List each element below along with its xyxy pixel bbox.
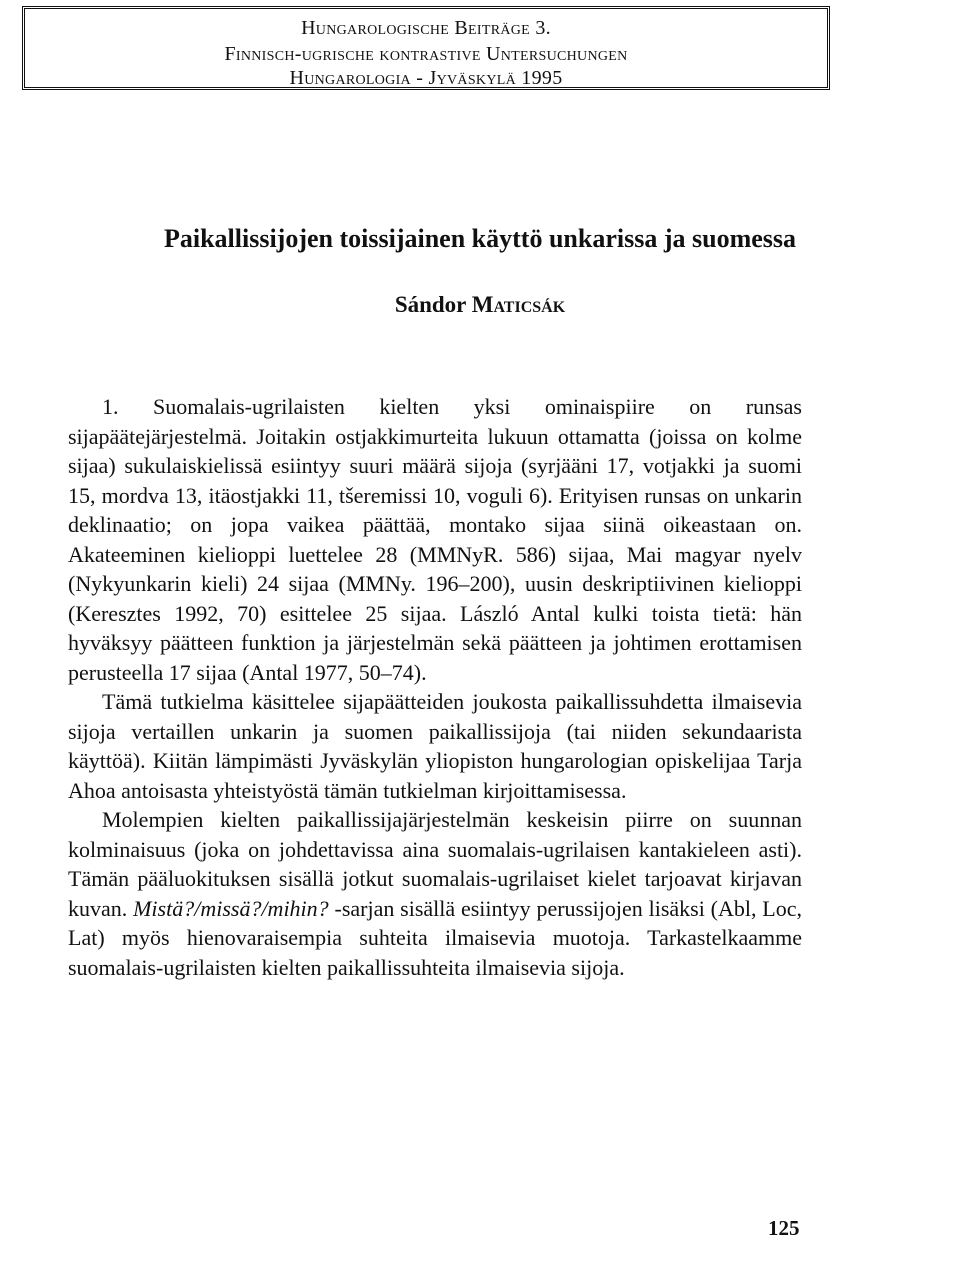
series-title: Hungarologische Beiträge 3.: [301, 17, 551, 39]
page-number: 125: [768, 1216, 800, 1240]
series-subtitle: Finnisch-ugrische kontrastive Untersuchungen: [224, 43, 628, 65]
paragraph-3-part-2: -sarjan sisällä esiintyy perussijojen lisäksi (Abl, Loc, Lat) myös hienovaraisempia suhteita ilmaisevia muotoja. Tarkastelkaamme suomalais-ugrilaisten kielten paikallissuhteita ilmaisevia sijoja.: [68, 895, 803, 980]
paragraph-2: Tämä tutkielma käsittelee sijapäätteiden joukosta paikallissuhdetta ilmaisevia sijoja vertaillen unkarin ja suomen paikallissijoja (tai niiden sekundaarista käyttöä). Kiitän lämpimästi Jyväskylän yliopiston hungarologian opiskelijaa Tarja Ahoa antoisasta yhteistyöstä tämän tutkielman kirjoittamisessa.: [68, 689, 802, 803]
paragraph-3: [68, 805, 802, 982]
paragraph-1: 1. Suomalais-ugrilaisten kielten yksi ominaispiire on runsas sijapäätejärjestelmä. Joitakin ostjakkimurteita lukuun ottamatta (joissa on kolme sijaa) sukulaiskielissä esiintyy suuri määrä sijoja (syrjääni 17, votjakki ja suomi 15, mordva 13, itäostjakki 11, tšeremissi 10, voguli 6). Erityisen runsas on unkarin deklinaatio; on jopa vaikea päättää, montako sijaa siinä oikeastaan on. Akateeminen kielioppi luettelee 28 (MMNyR. 586) sijaa, Mai magyar nyelv (Nykyunkarin kieli) 24 sijaa (MMNy. 196–200), uusin deskriptiivinen kielioppi (Keresztes 1992, 70) esittelee 25 sijaa. László Antal kulki toista tietä: hän hyväksyy päätteen funktion ja järjestelmän sekä päätteen ja johtimen erottamisen perusteella 17 sijaa (Antal 1977, 50–74).: [68, 394, 802, 685]
paragraph-3-part-1: Molempien kielten paikallissijajärjestelmän keskeisin piirre on suunnan kolminaisuus (joka on johdettavissa aina suomalais-ugrilaisen kantakieleen asti). Tämän pääluokituksen sisällä jotkut suomalais-ugrilaiset kielet tarjoavat kirjavan kuvan.: [68, 807, 802, 921]
article-body: [68, 392, 802, 982]
author-family-name: Maticsák: [471, 292, 566, 317]
article-title: Paikallissijojen toissijainen käyttö unkarissa ja suomessa: [163, 224, 797, 253]
series-header-box: [22, 6, 830, 90]
series-publisher: Hungarologia - Jyväskylä 1995: [289, 67, 563, 89]
paragraph-3-italic-phrase: Mistä?/missä?/mihin?: [133, 895, 329, 921]
article-author: [0, 292, 960, 318]
author-given-name: Sándor: [394, 292, 466, 317]
